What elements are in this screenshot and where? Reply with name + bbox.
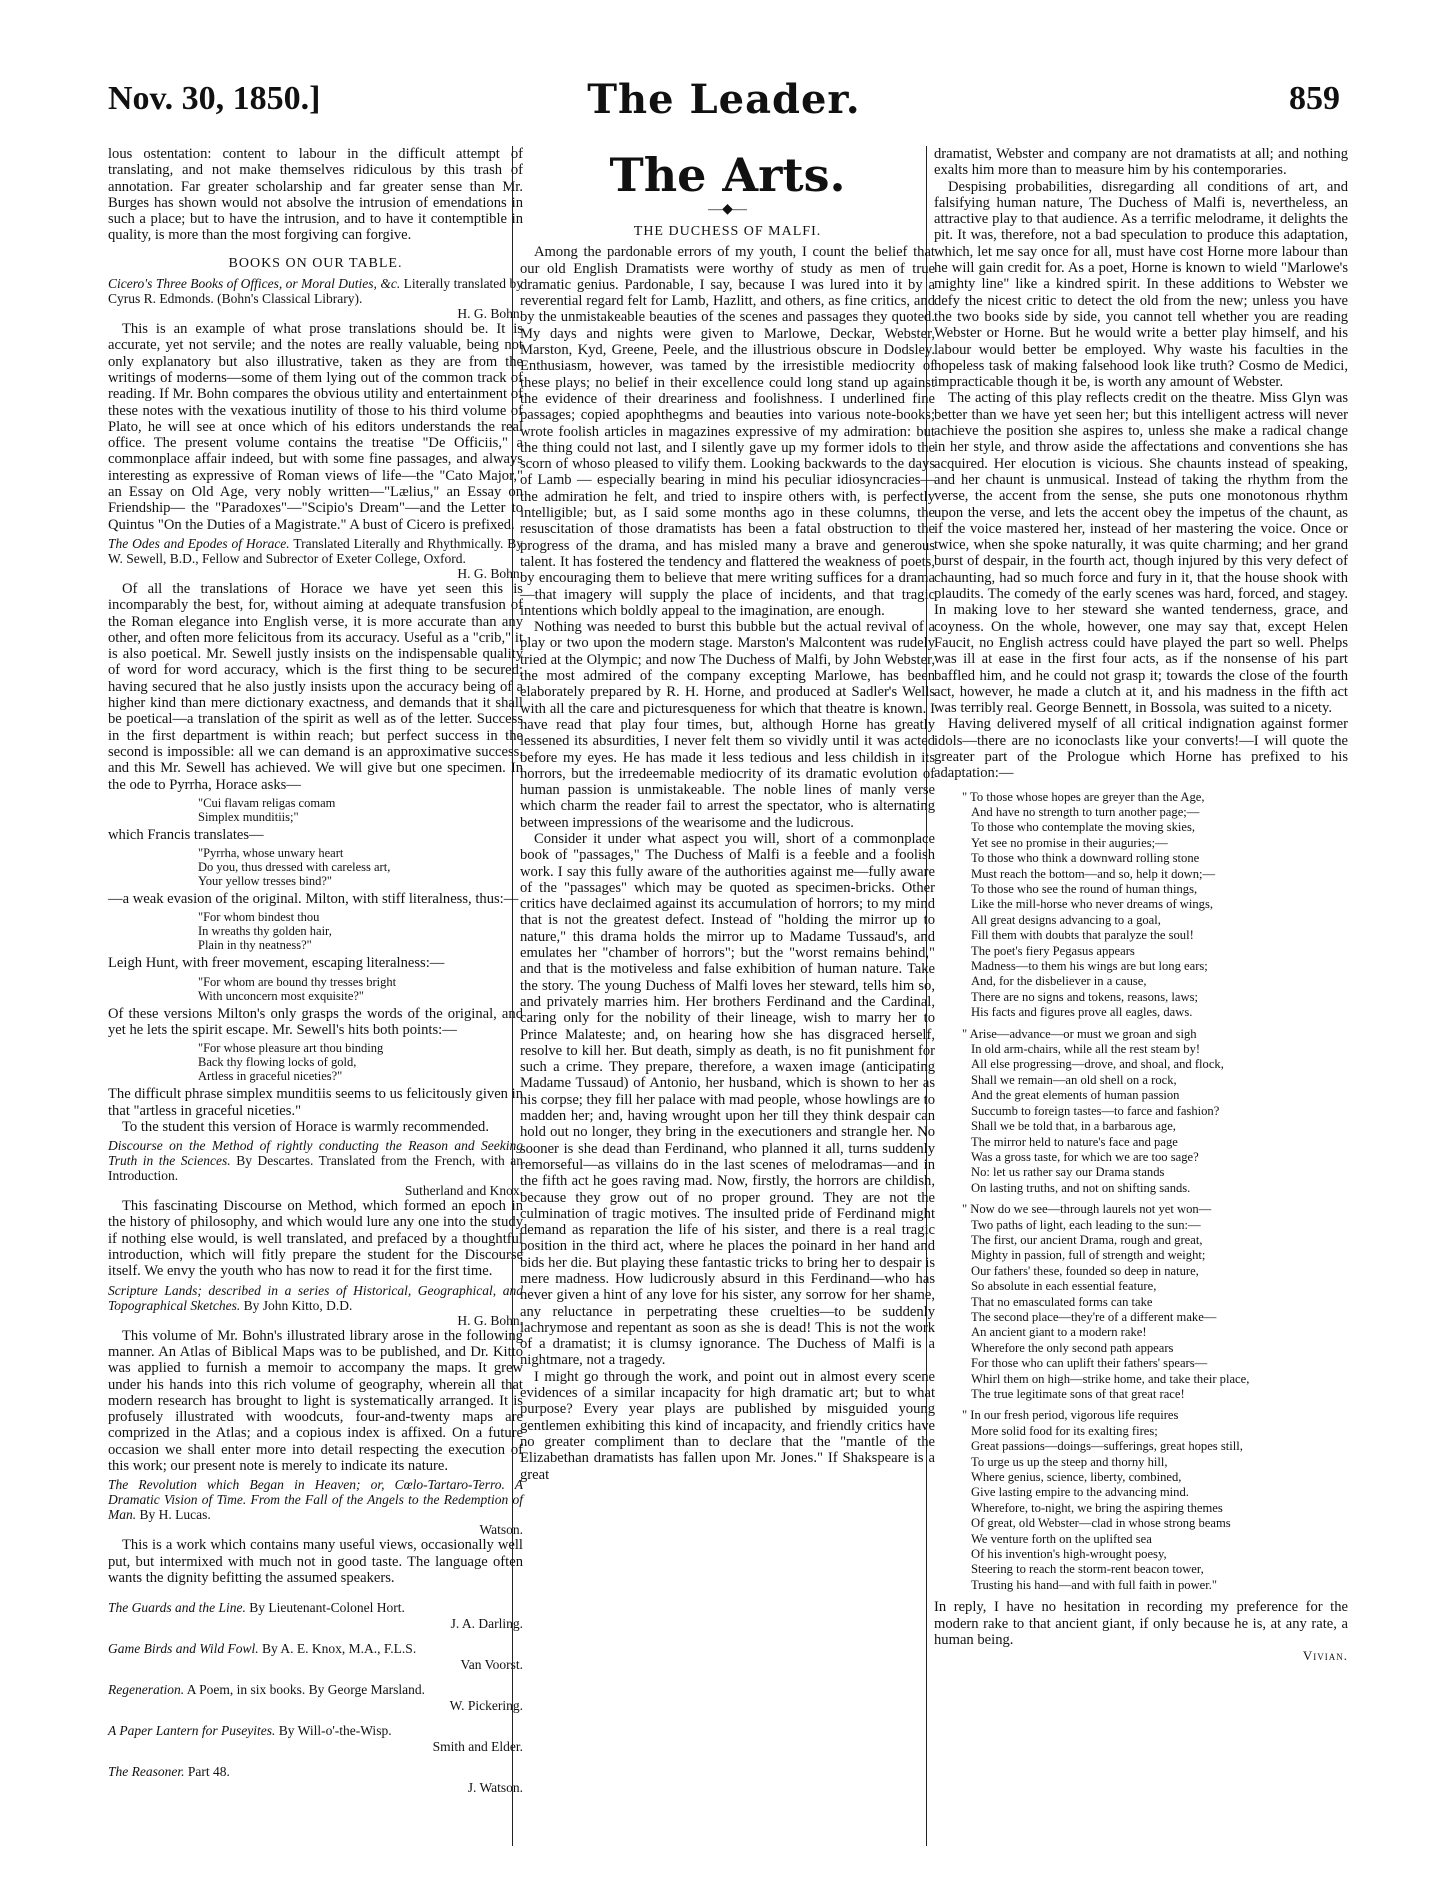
page-number: 859 (1289, 80, 1340, 117)
book-publisher: Smith and Elder. (432, 1738, 523, 1754)
poem-line: More solid food for its exalting fires; (971, 1423, 1158, 1438)
poem-line: The true legitimate sons of that great race! (971, 1387, 1185, 1402)
text-line: The difficult phrase simplex munditiis seems to us felicitously given in that "artless in graceful niceties." (108, 1086, 523, 1119)
book-publisher: H. G. Bohn. (457, 306, 523, 322)
poem-line: Must reach the bottom—and so, help it down;— (971, 866, 1216, 881)
book-info: By Descartes. Translated from the French, with an Introduction. (108, 1153, 524, 1184)
section-heading-arts: The Arts. (609, 148, 846, 202)
book-publisher: J. A. Darling. (450, 1615, 523, 1631)
poem-line: " Now do we see—through laurels not yet won— (962, 1202, 1212, 1217)
poem-stanza (962, 1202, 1348, 1402)
poem-line: The first, our ancient Drama, rough and great, (971, 1232, 1203, 1247)
poem-line: The poet's fiery Pegasus appears (971, 943, 1135, 958)
book-entry (108, 1283, 523, 1328)
text-line: Leigh Hunt, with freer movement, escaping literalness:— (108, 955, 445, 972)
poem-line: So absolute in each essential feature, (971, 1279, 1157, 1294)
poem-line: To urge us up the steep and thorny hill, (971, 1454, 1168, 1469)
poem-line: All great designs advancing to a goal, (971, 912, 1161, 927)
book-info: By Will-o'-the-Wisp. (278, 1723, 392, 1739)
poem-line: Great passions—doings—sufferings, great hopes still, (971, 1439, 1243, 1454)
poem-line: No: let us rather say our Drama stands (971, 1165, 1165, 1180)
poem-line: To those who contemplate the moving skies, (971, 820, 1196, 835)
poem-stanza (962, 790, 1348, 1021)
article-title: THE DUCHESS OF MALFI. (633, 224, 822, 239)
poem-line: Of his invention's high-wrought poesy, (971, 1547, 1167, 1562)
column-left (108, 146, 523, 1795)
article-paragraph: The acting of this play reflects credit on the theatre. Miss Glyn was better than we have yet seen her; but this intelligent actress will never achieve the position she aspires to, unless she make a radical change in her style, and throw aside the affectations and conventions she has acquired. Her elocution is vicious. She chaunts instead of speaking, and her chaunt is unmusical. Instead of taking the rhythm from the verse, the accent from the sense, she puts one monotonous rhythm upon the verse, and lets the accent obey the impetus of the chaunt, as if the voice mastered her, instead of her mastering the voice. Once or twice, when she spoke naturally, it was quite charming; and her grand burst of despair, in the fourth act, though injured by this very defect of chaunting, had so much force and fury in it, that the house shook with plaudits. The comedy of the early scenes was hard, forced, and stagey. In making love to her steward she wanted tenderness, grace, and coyness. On the whole, however, one may say that, except Helen Faucit, no English actress could have played the part so well. Phelps was ill at ease in the first four acts, as if the nonsense of his part baffled him, and he could not grasp it; towards the close of the fourth act, however, he made a clutch at it, and his madness in the fifth act was terribly real. George Bennett, in Bossola, was suited to a nicety. (934, 390, 1348, 717)
poem-line: Give lasting empire to the advancing mind. (971, 1485, 1189, 1500)
article-paragraph: Among the pardonable errors of my youth, I count the belief that our old English Dramatists were worthy of study as men of true dramatic genius. Pardonable, I say, because I was lured into it by a reverential regard felt for Lamb, Hazlitt, and others, as fine critics, and by the unmistakeable beauties of the scenes and passages they quoted. My days and nights were given to Marlowe, Deckar, Webster, Marston, Kyd, Greene, Peele, and the illustrious obscure in Dodsley. Enthusiasm, however, was tamed by the irresistible mediocrity of these plays; no belief in their excellence could long stand up against the evidence of their dreariness and foolishness. I underlined fine passages; copied apophthegms and beauties into various note-books; wrote foolish articles in magazines expressive of my admiration: but the thing could not last, and I silently gave up my former idols to the scorn of whoso pleased to vilify them. Looking backwards to the days of Lamb — especially bearing in mind his peculiar idiosyncracies—the admiration he felt, and tried to inspire others with, is perfectly intelligible; but, as I said some months ago in these columns, the resuscitation of those dramatists has been a fatal obstruction to the progress of the drama, and has misled many a brave and generous talent. It has fostered the tendency and flattered the weakness of poets, by encouraging them to believe that mere writing suffices for a drama—that imagery will supply the place of incidents, and that tragic intentions which boldly appeal to the imagination, are enough. (520, 244, 935, 619)
poem-line: Shall we be told that, in a barbarous age, (971, 1119, 1176, 1134)
quote-sewell: "For whose pleasure art thou binding Back thy flowing locks of gold, Artless in graceful niceties?" (198, 1041, 384, 1084)
issue-date: Nov. 30, 1850.] (108, 80, 321, 117)
list-item (108, 1600, 523, 1631)
text-line: —a weak evasion of the original. Milton, with stiff literalness, thus:— (108, 891, 519, 908)
book-title: The Reasoner. (108, 1764, 185, 1780)
poem-line: All else progressing—drove, and shoal, and flock, (971, 1057, 1224, 1072)
book-title: Scripture Lands; described in a series of Historical, Geographical, and Topographical Sketches. (108, 1282, 523, 1313)
book-publisher: Van Voorst. (460, 1656, 523, 1672)
article-paragraph: dramatist, Webster and company are not dramatists at all; and nothing exalts him more than to measure him by his contemporaries. (934, 146, 1348, 179)
poem-stanza (962, 1408, 1348, 1593)
book-info: Translated Literally and Rhythmically. By W. Sewell, B.D., Fellow and Subrector of Exeter College, Oxford. (108, 535, 523, 566)
article-paragraph: Consider it under what aspect you will, short of a commonplace book of "passages," The Duchess of Malfi is a feeble and a foolish work. I say this fully aware of the authorities against me—fully aware of the "passages" which may be quoted as specimen-bricks. Other critics have declaimed against its accumulation of horrors; to my mind that is not the greatest defect. Instead of "holding the mirror up to nature," this drama holds the mirror up to Madame Tussaud's, and emulates her "chamber of horrors"; but the "worst remains behind," and that is the motiveless and false exhibition of human nature. Take the story. The young Duchess of Malfi loves her steward, tells him so, and privately marries him. Her brothers Ferdinand and the Cardinal, caring only for the nobility of their lineage, wish to marry her to Prince Malateste; and, on hearing how she has disgraced herself, resolve to kill her. But death, simply as death, is no fit punishment for such a crime. They prepare, therefore, a waxen image (anticipating Madame Tussaud) of Antonio, her husband, which is shown to her as his corpse; they fill her palace with mad people, whose howlings are to madden her; and, having wrought upon her till they think despair can hold out no longer, they bring in the executioners and strangle her. No sooner is she dead than Ferdinand, who planned it all, turns suddenly remorseful—as villains do in the last scenes of melodramas—and in the fifth act he goes raving mad. Now, firstly, the horrors are childish, because they grow out of no proper ground. They are not the culmination of tragic motives. The insulted pride of Ferdinand might demand as reparation the life of his sister, and there is a real tragic position in the third act, where he places the poinard in her hand and bids her die. But playing these fantastic tricks to bring her to despair is mere madness. How ludicrously absurd in this Ferdinand—who has never given a hint of any love for his sister, any sorrow for her shame, any reluctance in perpetrating these cruelties—to be suddenly lachrymose and repentant as soon as she is dead! This is not the work of a dramatist; it is clumsy ignorance. The Duchess of Malfi is a nightmare, not a tragedy. (520, 830, 935, 1369)
author-signature: Vivian. (1302, 1648, 1348, 1664)
review-paragraph: Of all the translations of Horace we have yet seen this is incomparably the best, for, without aiming at adequate transfusion of the Roman elegance into English verse, it is more accurate than any other, and often more felicitous from its accuracy. Useful as a "crib," it is also poetical. Mr. Sewell justly insists on the indispensable quality of word for word accuracy, which is the first thing to be secured; having secured that he also justly insists upon the accuracy being of a higher kind than mere dictionary exactness, and demands that it shall be poetical—a translation of the spirit as well as of the letter. Success in the first department is within reach; but perfect success in the second is impossible: all we can demand is an approximative success, and this Mr. Sewell has achieved. We will give but one specimen. In the ode to Pyrrha, Horace asks— (108, 580, 523, 793)
poem-line: " Arise—advance—or must we groan and sigh (962, 1026, 1197, 1041)
poem-line: For those who can uplift their fathers' spears— (971, 1356, 1208, 1371)
poem-line: Shall we remain—an old shell on a rock, (971, 1072, 1177, 1087)
poem-line: Whirl them on high—strike home, and take their place, (971, 1371, 1250, 1386)
article-paragraph: I might go through the work, and point out in almost every scene evidences of a similar incapacity for high dramatic art; but to what purpose? Every year plays are published by misguided young gentlemen exhibiting this kind of incapacity, and friendly critics have no greater compliment than to declare that the "mantle of the Elizabethan dramatists has fallen upon Mr. Jones." If Shakspeare is a great (520, 1368, 935, 1483)
book-info: By Lieutenant-Colonel Hort. (249, 1600, 405, 1616)
poem-line: We venture forth on the uplifted sea (971, 1531, 1152, 1546)
book-publisher: J. Watson. (467, 1779, 523, 1795)
poem-line: And the great elements of human passion (971, 1088, 1180, 1103)
book-publisher: Watson. (479, 1522, 523, 1538)
text-line: which Francis translates— (108, 826, 264, 843)
article-paragraph: Having delivered myself of all critical indignation against former idols—there are no iconoclasts like your converts!—I will quote the greater part of the Prologue which Horne has prefixed to his adaptation:— (934, 716, 1348, 782)
poem-line: " In our fresh period, vigorous life requires (962, 1408, 1179, 1423)
poem-line: Mighty in passion, full of strength and weight; (971, 1248, 1206, 1263)
poem-line: " To those whose hopes are greyer than the Age, (962, 789, 1205, 804)
book-publisher: W. Pickering. (449, 1697, 523, 1713)
book-info: Part 48. (187, 1764, 230, 1780)
list-item (108, 1764, 523, 1795)
book-list (108, 1600, 523, 1795)
book-publisher: H. G. Bohn. (457, 1312, 523, 1328)
poem-line: His facts and figures prove all eagles, daws. (971, 1005, 1193, 1020)
book-title: Cicero's Three Books of Offices, or Moral Duties, &c. (108, 276, 401, 292)
book-info: A Poem, in six books. By George Marsland. (186, 1682, 425, 1698)
poem-line: Steering to reach the storm-rent beacon tower, (971, 1562, 1204, 1577)
poem-line: An ancient giant to a modern rake! (971, 1325, 1147, 1340)
poem-line: Madness—to them his wings are but long ears; (971, 959, 1208, 974)
article-paragraph: In reply, I have no hesitation in recording my preference for the modern rake to that ancient giant, if only because he is, at any rate, a human being. (934, 1599, 1348, 1648)
page-header (108, 76, 1340, 123)
poem-line: The mirror held to nature's face and page (971, 1134, 1178, 1149)
poem-line: Like the mill-horse who never dreams of wings, (971, 897, 1214, 912)
book-title: The Guards and the Line. (108, 1600, 246, 1616)
book-info: By A. E. Knox, M.A., F.L.S. (262, 1641, 417, 1657)
poem-line: And have no strength to turn another page;— (971, 804, 1200, 819)
poem-line: Wherefore the only second path appears (971, 1340, 1174, 1355)
review-paragraph: This volume of Mr. Bohn's illustrated library arose in the following manner. An Atlas of Biblical Maps was to be published, and Dr. Kitto was applied to furnish a memoir to accompany the maps. It grew under his hands into this rich volume of geography, wherein all that modern research has brought to light is systematically arranged. It is profusely illustrated with woodcuts, four-and-twenty maps are comprized in the Atlas; and a copious index is affixed. On a future occasion we shall enter more into detail respecting the execution of this work; our present note is merely to indicate its nature. (108, 1327, 523, 1475)
book-title: Discourse on the Method of rightly conducting the Reason and Seeking Truth in the Sciences. (108, 1138, 523, 1169)
poem-line: There are no signs and tokens, reasons, laws; (971, 989, 1198, 1004)
poem-line: Succumb to foreign tastes—to farce and fashion? (971, 1103, 1220, 1118)
quote-latin: "Cui flavam religas comam Simplex munditiis;" (198, 795, 336, 824)
book-entry (108, 276, 523, 321)
book-title: The Odes and Epodes of Horace. (108, 535, 290, 551)
text-line: Of these versions Milton's only grasps the words of the original, and yet he lets the spirit escape. Mr. Sewell's hits both points:— (108, 1005, 523, 1038)
section-heading-books: BOOKS ON OUR TABLE. (228, 255, 403, 271)
poem-stanza (962, 1027, 1348, 1196)
book-entry (108, 1477, 523, 1537)
column-middle (520, 146, 935, 1483)
book-title: A Paper Lantern for Puseyites. (108, 1723, 276, 1739)
poem-line: Wherefore, to-night, we bring the aspiring themes (971, 1500, 1223, 1515)
article-paragraph: Nothing was needed to burst this bubble but the actual revival of a play or two upon the modern stage. Marston's Malcontent was rudely tried at the Olympic; and now The Duchess of Malfi, by John Webster, the most admired of the company excepting Marlowe, has been elaborately prepared by R. H. Horne, and produced at Sadler's Wells with all the care and picturesqueness for which that theatre is known. I have read that play four times, but, although Horne has greatly lessened its absurdities, I never felt them so vividly until it was acted before my eyes. He has made it less tedious and less childish in its horrors, but the irredeemable mediocrity of its dramatic evolution of human passion is unmistakeable. The noble lines of manly verse which charm the reader fail to arrest the spectator, who is alternating between impressions of the wearisome and the ludicrous. (520, 619, 935, 831)
poem-line: To those who think a downward rolling stone (971, 851, 1200, 866)
book-info: By John Kitto, D.D. (243, 1297, 353, 1313)
poem-line: Of great, old Webster—clad in whose strong beams (971, 1516, 1231, 1531)
poem-line: Fill them with doubts that paralyze the soul! (971, 928, 1194, 943)
poem-line: The second place—they're of a different make— (971, 1309, 1217, 1324)
quote-hunt: "For whom are bound thy tresses bright With unconcern most exquisite?" (198, 974, 397, 1003)
intro-paragraph: lous ostentation: content to labour in the difficult attempt of translating, and not make themselves ridiculous by this trash of annotation. Far greater scholarship and far greater sense than Mr. Burges has shown would not absolve the intrusion of emendations in such a place; but to have the intrusion, and to have it contemptible in quality, is more than the most forgiving can forgive. (108, 146, 523, 244)
poem-line: To those who see the round of human things, (971, 882, 1198, 897)
masthead: The Leader. (587, 76, 861, 123)
book-publisher: H. G. Bohn. (457, 565, 523, 581)
column-right (934, 146, 1348, 1664)
article-paragraph: Despising probabilities, disregarding all conditions of art, and falsifying human nature, The Duchess of Malfi is, nevertheless, an attractive play to that audience. As a terrific melodrame, it delights the pit. It was, therefore, not a bad speculation to produce this adaptation, which, let me say once for all, must have cost Horne more labour than he will gain credit for. As a poet, Horne is known to wield "Marlowe's mighty line" like a kindred spirit. In these additions to Webster we defy the nicest critic to detect the old from the new; unless you have the two books side by side, you cannot tell whether you are reading Webster or Horne. But he would write a better play himself, and his labour would better be employed. Why waste his faculties in the hopeless task of making falsehood look like truth? Cosmo de Medici, impracticable though it be, is worth any amount of Webster. (934, 178, 1348, 391)
poem-line: And, for the disbeliever in a cause, (971, 974, 1147, 989)
book-title: Game Birds and Wild Fowl. (108, 1641, 259, 1657)
book-title: The Revolution which Began in Heaven; or, Cœlo-Tartaro-Terro. A Dramatic Vision of Time. From the Fall of the Angels to the Redemption of Man. (108, 1477, 523, 1523)
poem-line: Two paths of light, each leading to the sun:— (971, 1217, 1201, 1232)
poem-line: Our fathers' these, founded so deep in nature, (971, 1263, 1199, 1278)
book-info: By H. Lucas. (139, 1507, 211, 1523)
poem-line: In old arm-chairs, while all the rest steam by! (971, 1042, 1201, 1057)
text-line: To the student this version of Horace is warmly recommended. (122, 1118, 489, 1135)
poem-line: On lasting truths, and not on shifting sands. (971, 1180, 1191, 1195)
quote-milton: "For whom bindest thou In wreaths thy golden hair, Plain in thy neatness?" (198, 910, 332, 953)
poem-line: That no emasculated forms can take (971, 1294, 1153, 1309)
book-entry (108, 1138, 523, 1198)
poem-line: Yet see no promise in their auguries;— (971, 835, 1168, 850)
poem-line: Where genius, science, liberty, combined, (971, 1470, 1182, 1485)
ornament-divider-icon: —◆— (708, 202, 747, 217)
poem-line: Trusting his hand—and with full faith in power." (971, 1577, 1218, 1592)
review-paragraph: This is an example of what prose translations should be. It is accurate, yet not servile; and the notes are really valuable, being not only explanatory but also illustrative, taken as they are from the writings of moderns—some of them lying out of the common track of reading. If Mr. Bohn compares the obvious utility and entertainment of these notes with the vexatious inutility of those to his third volume of Plato, he will see at once which of his editors understands the real office. The present volume contains the treatise "De Officiis," a commonplace affair indeed, but with some fine passages, and always interesting as expressive of Roman views of life—the "Cato Major," an Essay on Old Age, very nobly written—"Lælius," an Essay on Friendship— the "Paradoxes"—"Scipio's Dream"—and the Letter to Quintus "On the Duties of a Magistrate." A bust of Cicero is prefixed. (108, 321, 523, 533)
review-paragraph: This is a work which contains many useful views, occasionally well put, but intermixed with much not in good taste. The language often wants the dignity befitting the assumed speakers. (108, 1537, 523, 1586)
list-item (108, 1641, 523, 1672)
poem-line: Was a gross taste, for which we are too sage? (971, 1149, 1199, 1164)
book-publisher: Sutherland and Knox. (404, 1183, 523, 1199)
book-entry (108, 536, 523, 581)
book-title: Regeneration. (108, 1682, 185, 1698)
list-item (108, 1723, 523, 1754)
quote-francis: "Pyrrha, whose unwary heart Do you, thus dressed with careless art, Your yellow tresses bind?" (198, 846, 391, 889)
book-info: Literally translated by Cyrus R. Edmonds. (Bohn's Classical Library). (108, 276, 523, 307)
prologue-poem (962, 790, 1348, 1594)
list-item (108, 1682, 523, 1713)
review-paragraph: This fascinating Discourse on Method, which formed an epoch in the history of philosophy, and which would lure any one into the study if nothing else would, is well translated, and prefaced by a thoughtful introduction, which will fitly prepare the student for the Discourse itself. We envy the youth who has now to read it for the first time. (108, 1198, 523, 1280)
